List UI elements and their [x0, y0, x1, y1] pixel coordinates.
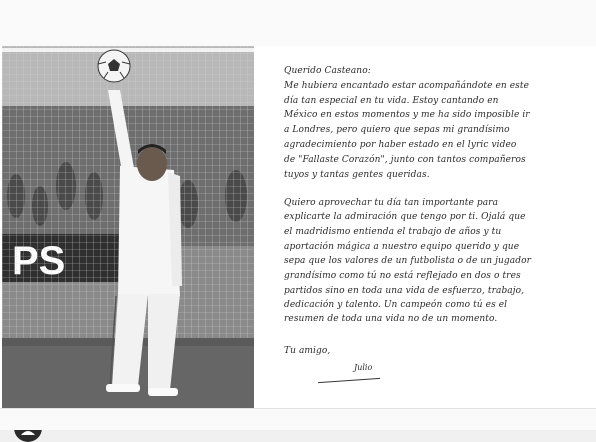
letter-line: Me hubiera encantado estar acompañándote en este	[284, 81, 530, 91]
bottom-bar	[0, 408, 596, 430]
post-image-frame	[0, 46, 596, 408]
letter-line: el madridismo entienda el trabajo de años y tu	[284, 227, 502, 237]
letter-line: Quiero aprovechar tu día tan importante para	[284, 198, 499, 208]
letter-line: día tan especial en tu vida. Estoy cantando en	[284, 96, 499, 106]
handwritten-letter	[254, 46, 596, 408]
letter-line: dedicación y talento. Un campeón como tú es el	[284, 300, 508, 310]
letter-line: resumen de toda una vida no de un momento.	[284, 314, 498, 324]
letter-line: sepa que los valores de un futbolista o de un jugador	[284, 256, 532, 266]
letter-line: explicarte la admiración que tengo por ti. Ojalá que	[284, 212, 526, 222]
player-photo	[2, 46, 254, 408]
letter-line: a Londres, pero quiero que sepas mi grandísimo	[284, 125, 510, 135]
letter-line: partidos sino en toda una vida de esfuerzo, trabajo,	[284, 286, 525, 296]
letter-line: grandísimo como tú no está reflejado en dos o tres	[284, 271, 521, 281]
top-bar	[0, 0, 596, 47]
letter-closing: Tu amigo,	[284, 346, 331, 356]
letter-line: aportación mágica a nuestro equipo querido y que	[284, 242, 520, 252]
letter-line: agradecimiento por haber estado en el lyric video	[284, 140, 517, 150]
letter-line: tuyos y tantas gentes queridas.	[284, 170, 430, 180]
signature: Julio	[354, 363, 373, 372]
letter-line: de "Fallaste Corazón", junto con tantos compañeros	[284, 155, 526, 165]
football	[98, 50, 130, 82]
signature-stroke	[318, 378, 380, 383]
letter-line: México en estos momentos y me ha sido imposible ir	[284, 110, 530, 120]
letter-line: Querido Casteano:	[284, 66, 371, 76]
photo-panel	[2, 46, 254, 408]
